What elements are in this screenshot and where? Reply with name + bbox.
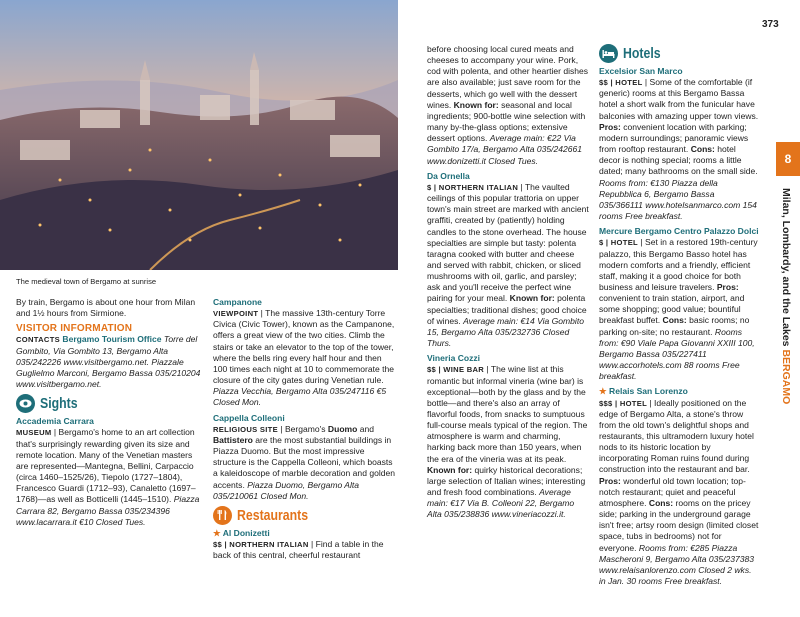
donizetti-continued xyxy=(427,44,590,167)
listing-details: Piazza Vecchia, Bergamo Alta 035/247116 €5 Closed Mon. xyxy=(213,386,387,408)
cons-text: hotel decor is nothing special; rooms a little dated; many bathrooms on the small side. xyxy=(599,144,758,177)
listing-name: Accademia Carrara xyxy=(16,416,94,427)
duomo-term: Duomo xyxy=(327,423,358,434)
listing-details: Average main: €17 Via B. Colleoni 22, Bergamo Alta 035/238836 www.vineriacozzi.it. xyxy=(427,487,575,520)
listing-category: $$ | HOTEL xyxy=(599,78,643,88)
listing-description: The massive 13th-century Torre Civica (Civic Tower), known as the Campanone, offers a great view of the two cities. Climb the stairs or take an elevator to the top of the tower, where the bells ring every half hour and then 100 times each night at 10 to commemorate the closure of the city gates during Venetian rule. xyxy=(213,308,395,386)
star-icon: ★ xyxy=(599,386,607,397)
listing-details: Average main: €22 Via Gombito 17/a, Bergamo Alta 035/242661 www.donizetti.it Closed Tues. xyxy=(427,133,583,166)
listing-description: The wine list at this romantic but informal vineria (wine bar) is exceptional—both by the glass and by the bottle—and there's also an array of flavorful foods, from snacks to sumptuous full-course meals typical of the region. The atmosphere is warm and charming, harking back more than 150 years, when the era of the vineria was at its peak. xyxy=(427,364,588,464)
and-word: and xyxy=(359,423,374,434)
listing-ornella: Da Ornella $ | NORTHERN ITALIAN | The vaulted ceilings of this popular trattoria on upper town's main street are marked with ancient graffiti, created by (patiently) holding candles to the stone overhead. The house specialties are simple but tasty: polenta taragna cooked with butter and cheese and served with rabbit, chicken, or sliced mushrooms with oil, garlic, and parsley; ask and you'll receive the perfect wine pairing for your meal. Known for: polenta specialties; traditional dishes; good choice of wines. Average main: €14 Via Gombito 15, Bergamo Alta 035/232736 Closed Thurs. xyxy=(427,170,589,349)
restaurants-heading: Restaurants xyxy=(237,506,309,524)
listing-category: $ | HOTEL xyxy=(599,238,639,248)
known-for-label: Known for: xyxy=(453,99,499,110)
listing-campanone: Campanone VIEWPOINT | The massive 13th-century Torre Civica (Civic Tower), known as the Campanone, offers a great view of the two cities. Climb the stairs or take an elevator to the top of the tower, where the bells ring every half hour and then 100 times each night at 10 to commemorate the closure of the city gates during Venetian rule. Piazza Vecchia, Bergamo Alta 035/247116 €5 Closed Mon. xyxy=(213,297,395,408)
cons-label: Cons: xyxy=(662,315,687,326)
cons-text: basic rooms; no parking on-site; no restaurant. xyxy=(599,315,750,337)
pros-label: Pros: xyxy=(599,475,621,486)
star-icon: ★ xyxy=(213,527,221,538)
fork-knife-icon xyxy=(213,506,232,525)
listing-name: Vineria Cozzi xyxy=(427,353,481,364)
listing-donizetti: ★ Al Donizetti $$ | NORTHERN ITALIAN | Find a table in the back of this central, cheerful restaurant xyxy=(213,528,396,561)
listing-description: Set in a restored 19th-century palazzo, this Bergamo Basso hotel has modern comforts and a friendly, efficient staff, making it a good choice for both business and leisure travelers. xyxy=(599,237,758,292)
listing-name-text: Relais San Lorenzo xyxy=(609,386,688,397)
listing-description: Bergamo's home to an art collection that's surprisingly rewarding given its size and remote location. Many of the Venetian masters are represented—Mantegna, Bellini, Carpaccio (circa 1460–1525/26), Tiepolo (1727–1804), Francesco Guardi (1712–93), Canaletto (1697–1768)—as well as Botticelli (1445–1510). xyxy=(16,427,196,505)
listing-excelsior: Excelsior San Marco $$ | HOTEL | Some of the comfortable (if generic) rooms at this Bergamo Bassa hotel a short walk from the funicular have balconies with amazing upper town views. Pros: convenient location with parking; modern surroundings; panoramic views from rooftop restaurant. Cons: hotel decor is nothing special; rooms a little dated; many bathrooms on the small side. Rooms from: €130 Piazza della Repubblica 6, Bergamo Bassa 035/366111 www.hotelsanmarco.com 154 rooms Free breakfast. xyxy=(599,66,759,222)
listing-details: Rooms from: €90 Viale Papa Giovanni XXIII 100, Bergamo Bassa 035/227411 www.accorhotels.com 88 rooms Free breakfast. xyxy=(599,326,755,382)
column-3 xyxy=(427,44,590,525)
listing-name xyxy=(213,528,396,539)
known-for-label: Known for: xyxy=(509,293,555,304)
listing-name: Campanone xyxy=(213,297,262,307)
bergamo-photo xyxy=(0,0,398,270)
listing-category: RELIGIOUS SITE xyxy=(213,424,278,434)
intro-paragraph: By train, Bergamo is about one hour from Milan and 1½ hours from Sirmione. xyxy=(16,297,196,319)
listing-name: Da Ornella xyxy=(427,170,470,181)
pros-label: Pros: xyxy=(599,121,621,132)
contacts-details: Torre del Gombito, Via Gombito 13, Bergamo Alta 035/242226 www.visitbergamo.net. Piazzale Guglielmo Marconi, Bergamo Bassa 035/210204 www.visitbergamo.net. xyxy=(16,334,201,390)
pros-text: convenient to train station, airport, and some shopping; good value; bountiful breakfast buffet. xyxy=(599,293,745,326)
contacts-label: CONTACTS xyxy=(16,335,61,345)
listing-mercure: Mercure Bergamo Centro Palazzo Dolci $ | HOTEL | Set in a restored 19th-century palazzo, this Bergamo Basso hotel has modern comforts and a friendly, efficient staff, making it a good choice for both business and leisure travelers. Pros: convenient to train station, airport, and some shopping; good value; bountiful breakfast buffet. Cons: basic rooms; no parking on-site; no restaurant. Rooms from: €90 Viale Papa Giovanni XXIII 100, Bergamo Bassa 035/227411 www.accorhotels.com 88 rooms Free breakfast. xyxy=(599,226,759,382)
contacts-paragraph xyxy=(16,334,204,390)
listing-name: Excelsior San Marco xyxy=(599,66,683,76)
listing-description: Some of the comfortable (if generic) rooms at this Bergamo Bassa hotel a short walk from the funicular have balconies with amazing upper town views. xyxy=(599,77,759,121)
listing-category: MUSEUM xyxy=(16,428,52,438)
page-number: 373 xyxy=(762,19,779,30)
battistero-term: Battistero xyxy=(213,434,253,445)
hotels-heading: Hotels xyxy=(623,44,661,62)
listing-name-text: Al Donizetti xyxy=(222,527,270,538)
listing-description: The vaulted ceilings of this popular trattoria on upper town's main street are marked with ancient graffiti, created by (patiently) holding candles to the stone overhead. The house specialties are simple but tasty: polenta taragna cooked with butter and cheese and served with rabbit, chicken, or sliced mushrooms with oil, garlic, and parsley; ask and you'll receive the perfect wine pairing for your meal. xyxy=(427,181,589,304)
listing-description: Find a table in the back of this central, cheerful restaurant xyxy=(213,538,384,561)
bed-icon xyxy=(599,44,618,63)
listing-details: Piazza Duomo, Bergamo Alta 035/210061 Closed Mon. xyxy=(213,479,360,501)
listing-name: Mercure Bergamo Centro Palazzo Dolci xyxy=(599,226,759,237)
pros-label: Pros: xyxy=(716,281,739,292)
listing-description: Ideally positioned on the edge of Bergamo Alta, a stone's throw from the old town's delightful shops and restaurants, this ultramodern luxury hotel nods to its historic location by incorporating Roman ruins found during construction into the restaurant and bar. xyxy=(599,397,754,475)
eye-icon xyxy=(16,394,35,413)
pros-text: convenient location with parking; modern surroundings; panoramic views from rooftop restaurant. xyxy=(599,121,749,155)
listing-name: Cappella Colleoni xyxy=(213,412,285,423)
listing-accademia: Accademia Carrara MUSEUM | Bergamo's home to an art collection that's surprisingly rewarding given its size and remote location. Many of the Venetian masters are represented—Mantegna, Bellini, Carpaccio (circa 1460–1525/26), Tiepolo (1727–1804), Francesco Guardi (1712–93), Canaletto (1697–1768)—as well as Botticelli (1445–1510). Piazza Carrara 82, Bergamo Bassa 035/234396 www.lacarrara.it €10 Closed Tues. xyxy=(16,416,204,528)
visitor-info-heading: VISITOR INFORMATION xyxy=(16,323,133,335)
listing-details: Average main: €14 Via Gombito 15, Bergamo Alta 035/232736 Closed Thurs. xyxy=(427,315,584,349)
column-1 xyxy=(16,297,204,532)
photo-caption: The medieval town of Bergamo at sunrise xyxy=(16,277,157,286)
known-for-text: seasonal and local ingredients; 900-bottle wine selection with many by-the-glass options; extensive dessert options. xyxy=(427,99,586,144)
known-for-text: polenta specialties; traditional dishes; good choice of wines. xyxy=(427,293,587,326)
restaurants-section-header xyxy=(213,506,396,525)
listing-category: NORTHERN ITALIAN xyxy=(438,182,519,192)
listing-relais: ★ Relais San Lorenzo $$$ | HOTEL | Ideally positioned on the edge of Bergamo Alta, a stone's throw from the old town's delightful shops and restaurants, this ultramodern luxury hotel nods to its historic location by incorporating Roman ruins found during construction into the restaurant and bar. Pros: wonderful old town location; top-notch restaurant; quiet and peaceful atmosphere. Cons: rooms on the pricey side; parking in the underground garage isn't free; artsy room design (limited closet space, tubs in bedrooms) not for everyone. Rooms from: €285 Piazza Mascheroni 9, Bergamo Alta 035/237383 www.relaisanlorenzo.com Closed 2 wks. in Jan. 30 rooms Free breakfast. xyxy=(599,386,759,587)
chapter-tab: 8 xyxy=(776,142,800,176)
hotels-section-header xyxy=(599,44,759,63)
known-for-text: quirky historical decorations; large selection of Italian wines; interesting and fresh food combinations. xyxy=(427,464,586,498)
listing-description-cont: are the most substantial buildings in Piazza Duomo. But the most impressive structure is the Cappella Colleoni, which boasts a kaleidoscope of marble decoration and golden accents. xyxy=(213,434,395,490)
column-4 xyxy=(599,44,759,591)
listing-description: Bergamo's xyxy=(284,423,326,434)
side-title: Milan, Lombardy, and the Lakes xyxy=(780,188,792,347)
cons-label: Cons: xyxy=(690,144,715,155)
listing-details: Piazza Carrara 82, Bergamo Bassa 035/234396 www.lacarrara.it €10 Closed Tues. xyxy=(16,494,200,527)
listing-details: Rooms from: €130 Piazza della Repubblica 6, Bergamo Bassa 035/366111 www.hotelsanmarco.com 154 rooms Free breakfast. xyxy=(599,177,757,222)
listing-colleoni: Cappella Colleoni RELIGIOUS SITE | Bergamo's Duomo and Battistero are the most substantial buildings in Piazza Duomo. But the most impressive structure is the Cappella Colleoni, which boasts a kaleidoscope of marble decoration and golden accents. Piazza Duomo, Bergamo Alta 035/210061 Closed Mon. xyxy=(213,412,395,501)
listing-name xyxy=(599,386,759,397)
listing-cozzi: Vineria Cozzi $$ | WINE BAR | The wine list at this romantic but informal vineria (wine bar) is exceptional—both by the glass and by the bottle—and there's also an array of flavorful foods, from snacks to sumptuous full-course meals typical of the region. The atmosphere is warm and charming, harking back more than 150 years, when the era of the vineria was at its peak. Known for: quirky historical decorations; large selection of Italian wines; interesting and fresh food combinations. Average main: €17 Via B. Colleoni 22, Bergamo Alta 035/238836 www.vineriacozzi.it. xyxy=(427,353,590,520)
side-running-head xyxy=(766,188,796,428)
listing-details: Rooms from: €285 Piazza Mascheroni 9, Bergamo Alta 035/237383 www.relaisanlorenzo.com Closed 2 wks. in Jan. 30 rooms Free breakfast. xyxy=(599,542,755,587)
cons-text: rooms on the pricey side; parking in the underground garage isn't free; artsy room design (limited closet space, tubs in bedrooms) not for everyone. xyxy=(599,497,759,553)
sights-heading: Sights xyxy=(40,395,78,413)
contacts-name: Bergamo Tourism Office xyxy=(62,334,162,345)
side-subtitle: BERGAMO xyxy=(780,349,792,405)
sights-section-header xyxy=(16,394,204,413)
pros-text: wonderful old town location; top-notch restaurant; quiet and peaceful atmosphere. xyxy=(599,475,746,508)
listing-category: NORTHERN ITALIAN xyxy=(229,539,309,549)
listing-description: before choosing local cured meats and cheeses to accompany your wine. Pork, cod with polenta, and other heartier dishes are also available; just save room for the desserts, which go well with the dessert wines. xyxy=(427,44,589,110)
listing-category: $$$ | HOTEL xyxy=(599,398,648,408)
listing-category: WINE BAR xyxy=(443,365,485,375)
listing-category: VIEWPOINT xyxy=(213,309,259,319)
column-2 xyxy=(213,297,396,565)
known-for-label: Known for: xyxy=(427,464,473,475)
cons-label: Cons: xyxy=(648,497,674,508)
